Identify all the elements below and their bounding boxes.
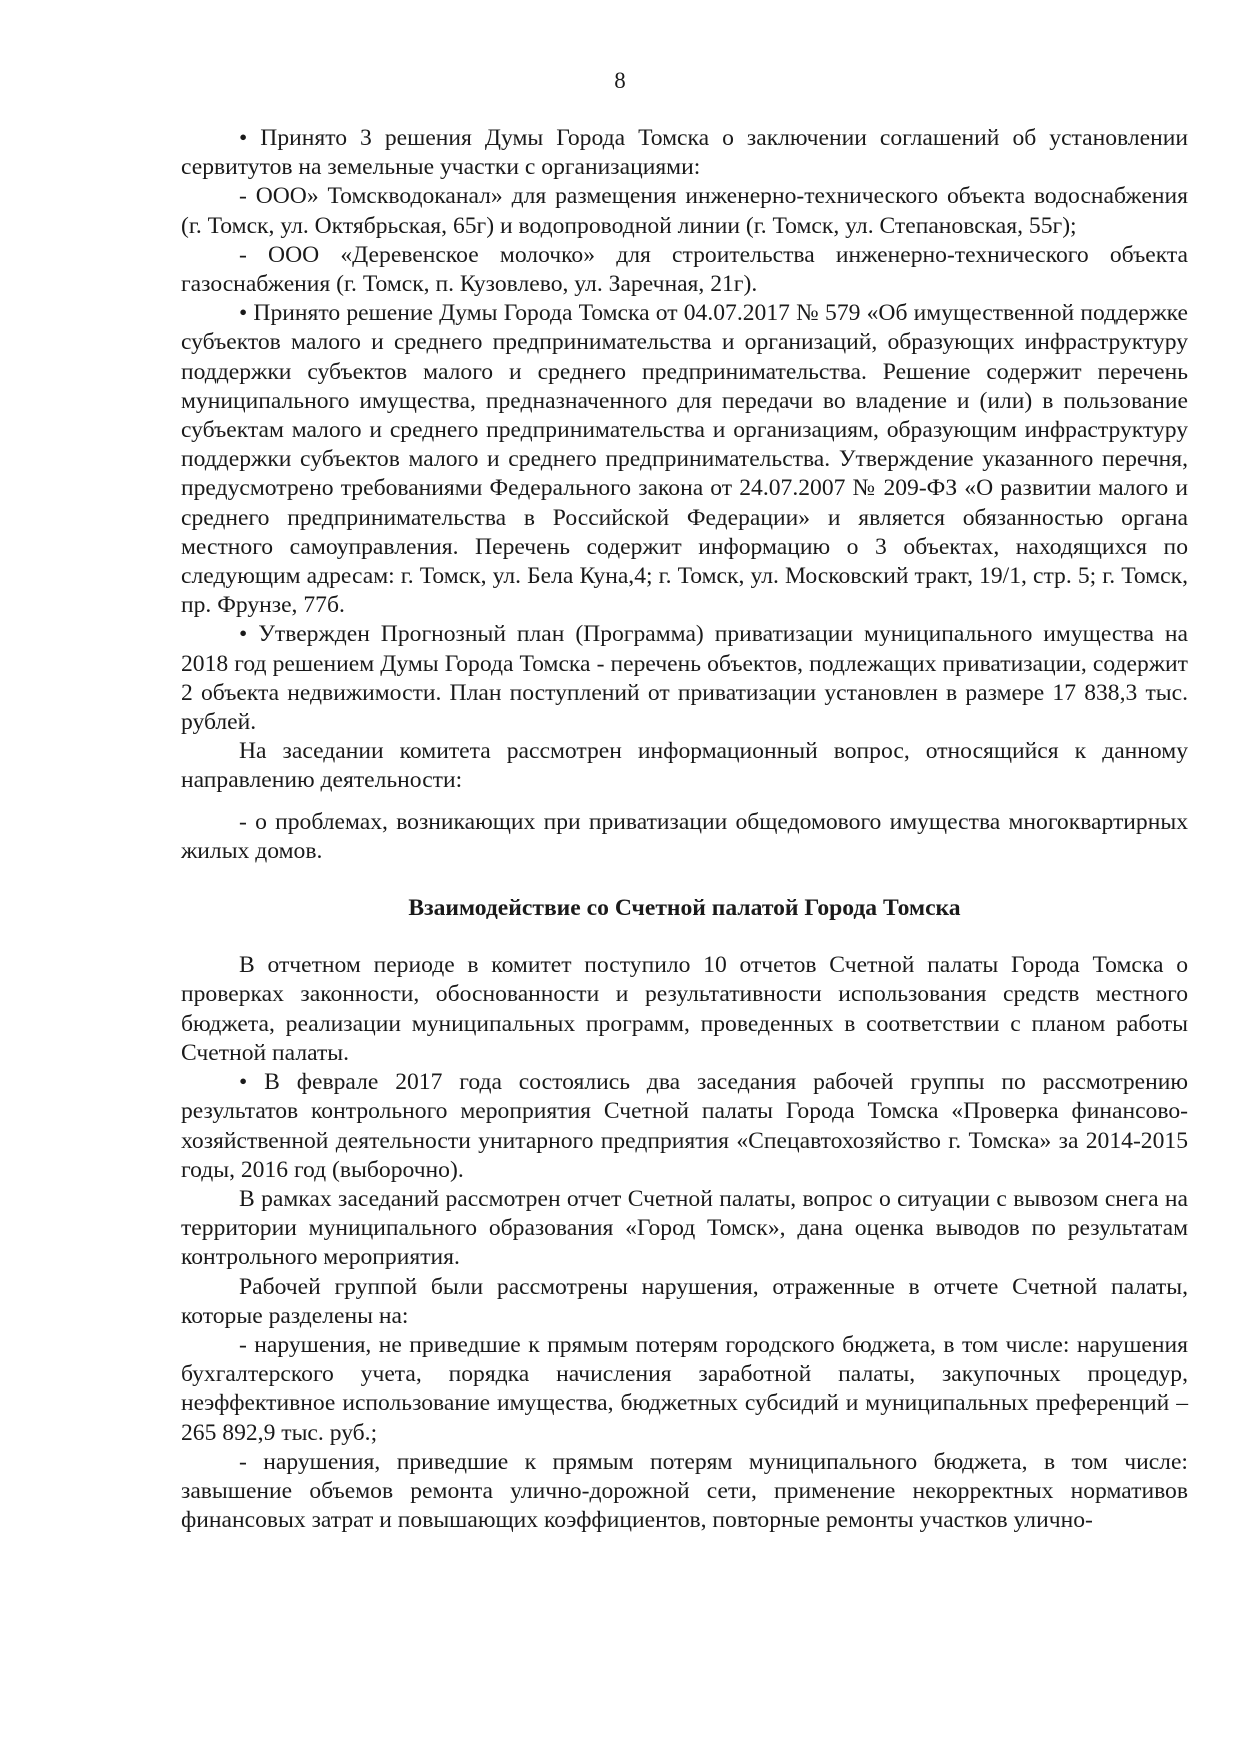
paragraph-derevenskoe-molochko: - ООО «Деревенское молочко» для строительства инженерно-технического объекта газоснабжения (г. Томск, п. Кузовлево, ул. Заречная, 21г). xyxy=(181,241,1188,298)
spacer xyxy=(181,796,1188,808)
paragraph-decision-579: • Принято решение Думы Города Томска от 04.07.2017 № 579 «Об имущественной поддержке субъектов малого и среднего предпринимательства и организаций, образующих инфраструктуру поддержки субъектов малого и среднего предпринимательства. Решение содержит перечень муниципального имущества, предназначенного для передачи во владение и (или) в пользование субъектам малого и среднего предпринимательства и организациям, образующим инфраструктуру поддержки субъектов малого и среднего предпринимательства. Утверждение указанного перечня, предусмотрено требованиями Федерального закона от 24.07.2007 № 209-ФЗ «О развитии малого и среднего предпринимательства в Российской Федерации» и является обязанностью органа местного самоуправления. Перечень содержит информацию о 3 объектах, находящихся по следующим адресам: г. Томск, ул. Бела Куна,4; г. Томск, ул. Московский тракт, 19/1, стр. 5; г. Томск, пр. Фрунзе, 77б. xyxy=(181,300,1188,619)
paragraph-privatization-issue: - о проблемах, возникающих при приватизации общедомового имущества многоквартирных жилых домов. xyxy=(181,808,1188,864)
paragraph-report-review: В рамках заседаний рассмотрен отчет Счетной палаты, вопрос о ситуации с вывозом снега на территории муниципального образования «Город Томск», дана оценка выводов по результатам контрольного мероприятия. xyxy=(181,1185,1188,1271)
spacer xyxy=(181,923,1188,951)
document-body xyxy=(181,124,1188,1535)
paragraph-violations-direct-loss: - нарушения, приведшие к прямым потерям муниципального бюджета, в том числе: завышение объемов ремонта улично-дорожной сети, применение некорректных нормативов финансовых затрат и повышающих коэффициентов, повторные ремонты участков улично- xyxy=(181,1448,1188,1534)
spacer xyxy=(181,866,1188,894)
paragraph-decisions-servitudes: • Принято 3 решения Думы Города Томска о заключении соглашений об установлении сервитутов на земельные участки с организациями: xyxy=(181,125,1188,181)
paragraph-violations-intro: Рабочей группой были рассмотрены нарушения, отраженные в отчете Счетной палаты, которые разделены на: xyxy=(181,1273,1188,1329)
paragraph-working-group-meetings: • В феврале 2017 года состоялись два заседания рабочей группы по рассмотрению результатов контрольного мероприятия Счетной палаты Города Томска «Проверка финансово-хозяйственной деятельности унитарного предприятия «Спецавтохозяйство г. Томска» за 2014-2015 годы, 2016 год (выборочно). xyxy=(181,1069,1188,1183)
paragraph-tomskvodokanal: - ООО» Томскводоканал» для размещения инженерно-технического объекта водоснабжения (г. Томск, ул. Октябрьская, 65г) и водопроводной линии (г. Томск, ул. Степановская, 55г); xyxy=(181,183,1188,239)
paragraph-reports-received: В отчетном периоде в комитет поступило 10 отчетов Счетной палаты Города Томска о проверках законности, обоснованности и результативности использования средств местного бюджета, реализации муниципальных программ, проведенных в соответствии с планом работы Счетной палаты. xyxy=(181,952,1188,1066)
paragraph-violations-no-loss: - нарушения, не приведшие к прямым потерям городского бюджета, в том числе: нарушения бухгалтерского учета, порядка начисления заработной палаты, закупочных процедур, неэффективное использование имущества, бюджетных субсидий и муниципальных преференций – 265 892,9 тыс. руб.; xyxy=(181,1331,1188,1446)
paragraph-privatization-plan: • Утвержден Прогнозный план (Программа) приватизации муниципального имущества на 2018 год решением Думы Города Томска - перечень объектов, подлежащих приватизации, содержит 2 объекта недвижимости. План поступлений от приватизации установлен в размере 17 838,3 тыс. рублей. xyxy=(181,621,1188,736)
page-number: 8 xyxy=(614,68,626,93)
paragraph-committee-meeting: На заседании комитета рассмотрен информационный вопрос, относящийся к данному направлению деятельности: xyxy=(181,738,1188,794)
section-heading: Взаимодействие со Счетной палатой Города Томска xyxy=(408,895,961,922)
